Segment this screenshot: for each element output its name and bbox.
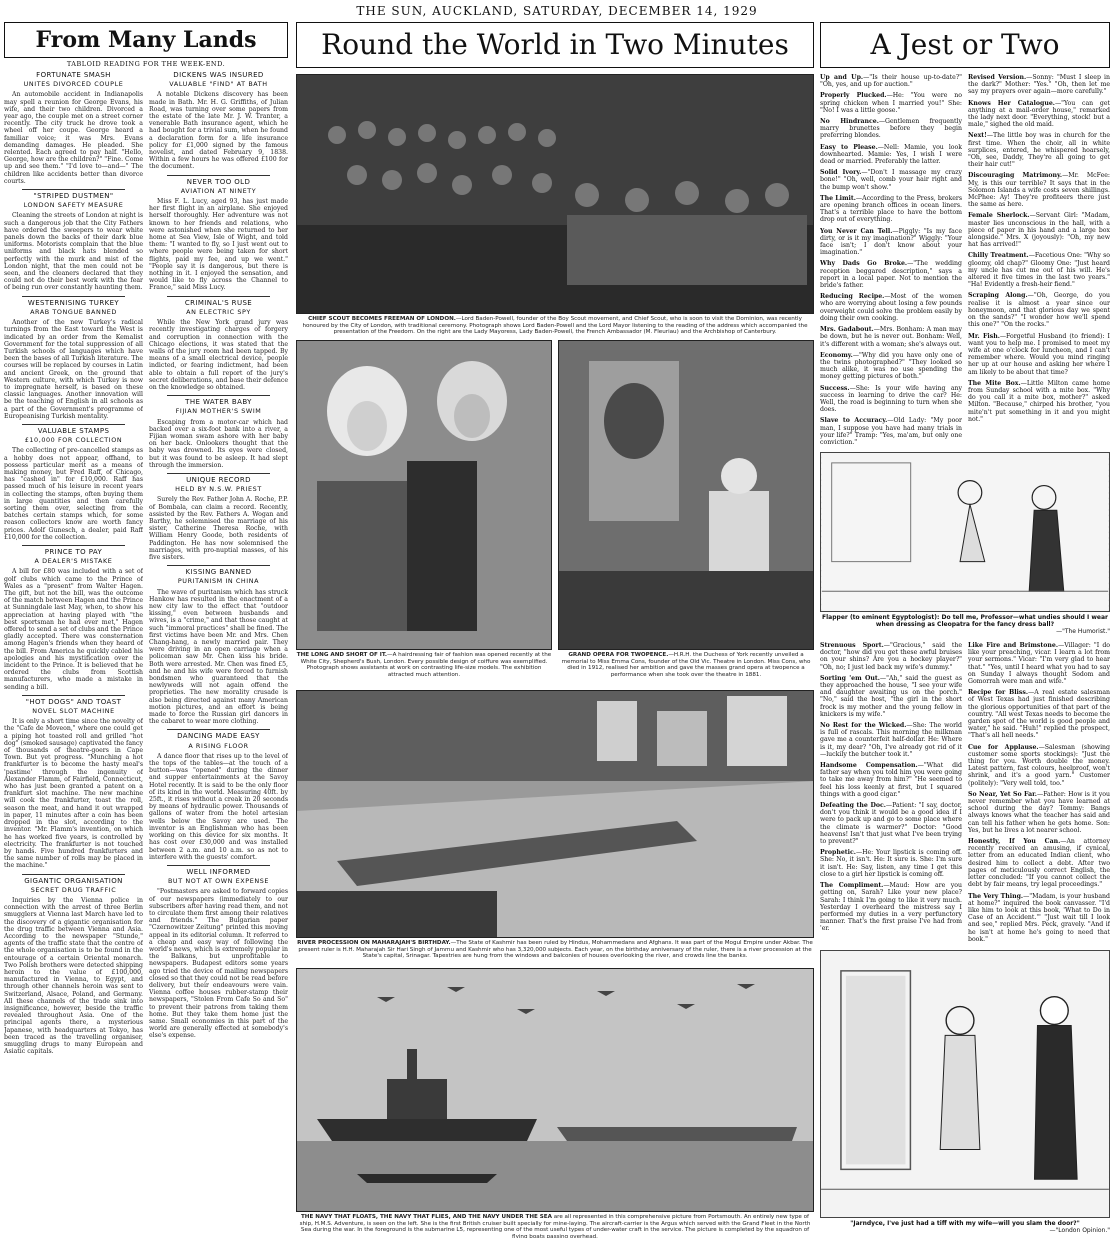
divider bbox=[22, 874, 125, 875]
article-headline: CRIMINAL'S RUSE bbox=[184, 298, 253, 307]
river-illustration bbox=[297, 691, 814, 938]
article-body: "Postmasters are asked to forward copies of our newspapers (immediately to our subscribers after having read them, and not to circulate them first among their relatives and friends." The Bulgarian paper "Czernowitzer Zeitung" printed this moving appeal in its editorial column. It referred to a cheap and easy way of following the world's news, which is extremely popular in the Balkans, but unprofitable to newspapers. Budapest editors some years ago tried the device of mailing newspapers closed so that they could not be read before delivery, but their endeavours were vain. Vienna coffee houses rubber-stamp their newspapers, "Stolen From Cafe So and So" to prevent their patrons from taking them home. But they take them home just the same. Small economies in this part of the world are generally effected at somebody's else's expense. bbox=[149, 888, 288, 1040]
joke-item bbox=[968, 252, 1110, 288]
article-body: Another of the new Turkey's radical turnings from the East toward the West is indicated by an order from the Kemalist Government for the total suppression of all Turkish schools of languages which have been the bases of all Turkish literature. The courses will be replaced by courses in Latin and ancient Greek, on the ground that Western culture, with which Turkey is now to impregnate herself, is based on these classic languages. Another innovation will be the teaching of English in all schools as a part of the Government's programme of Europeanising Turkish mentality. bbox=[4, 319, 143, 420]
article-body: The wave of puritanism which has struck Hankow has resulted in the enactment of a new city law to the effect that "outdoor kissing," even between husbands and wives, is a "crime," and that those caught at such "immoral practices" shall be fined. The first victims have been Mr. and Mrs. Chen Chang-hang, a newly married pair. They were driving in an open carriage when a policeman saw Mr. Chen kiss his bride. Both were arrested. Mr. Chen was fined £5, and he and his wife were forced to furnish bondsmen who guaranteed that the newlyweds will not again offend the proprieties. The new morality crusade is also being directed against many American motion pictures, and an effort is being made to force the Russian girl dancers in the cabaret to wear more clothing. bbox=[149, 588, 288, 726]
article-subhead: A DEALER'S MISTAKE bbox=[34, 557, 113, 566]
joke-item bbox=[968, 642, 1110, 685]
joke-title: Chilly Treatment. bbox=[968, 252, 1029, 260]
joke-title: Sorting 'em Out. bbox=[820, 674, 880, 682]
joke-title: Up and Up. bbox=[820, 74, 864, 81]
article-headline: WELL INFORMED bbox=[186, 867, 251, 876]
article-headline: NEVER TOO OLD bbox=[186, 177, 251, 186]
joke-title: Recipe for Bliss. bbox=[968, 689, 1029, 697]
joke-text: —Mrs. Bonham: A man may be down, but he is never out. Bonham: Well, it's different with a woman; she's always out. bbox=[820, 326, 962, 348]
joke-text: —"Oh, George, do you realise it is almost a year since our honeymoon, and that glorious day we spent on the sands?" "I wonder how we'll spend this one?" "On the rocks." bbox=[968, 292, 1110, 329]
joke-title: Easy to Please. bbox=[820, 143, 878, 151]
river-procession-photo bbox=[296, 690, 814, 938]
article bbox=[149, 865, 288, 1040]
joke-title: Defeating the Doc. bbox=[820, 802, 886, 810]
baden-powell-caption bbox=[296, 316, 814, 336]
joke-item bbox=[820, 352, 962, 381]
divider bbox=[22, 545, 125, 546]
article-body: Miss F. L. Lucy, aged 93, has just made her first flight in an airplane. She enjoyed herself thoroughly. Her adventure was not known to her friends and relations, who were astonished when she returned to her home at Sea View, Isle of Wight, and told them: "I wanted to fly, so I just went out to where people were being taken for short flights, paid my fee, and up we went." "People say it is dangerous, but there is nothing in it. I enjoyed the sensation, and would like to fly across the Channel to France," said Miss Lucy. bbox=[149, 198, 288, 292]
divider bbox=[167, 473, 270, 474]
joke-title: The Very Thing. bbox=[968, 892, 1024, 900]
joke-title: Reducing Recipe. bbox=[820, 293, 885, 301]
article-subhead: AN ELECTRIC SPY bbox=[186, 307, 251, 316]
joke-item bbox=[820, 417, 962, 446]
joke-item bbox=[820, 385, 962, 414]
joke-item bbox=[820, 228, 962, 257]
divider bbox=[167, 565, 270, 566]
joke-item bbox=[820, 144, 962, 166]
joke-title: Solid Ivory. bbox=[820, 169, 862, 177]
article-subhead: PURITANISM IN CHINA bbox=[177, 577, 260, 586]
navy-illustration bbox=[297, 969, 814, 1212]
caption-lead: THE NAVY THAT FLOATS, THE NAVY THAT FLIES, AND THE NAVY UNDER THE SEA bbox=[300, 1214, 552, 1220]
article-subhead: UNITES DIVORCED COUPLE bbox=[23, 80, 124, 89]
joke-text: —Facetious One: "Why so gloomy, old chap?" Gloomy One: "Just heard my uncle has cut me out of his will. He's altered it five times in the last two years." "Ha! Evidently a fresh-heir fiend." bbox=[968, 252, 1110, 289]
caption-lead: CHIEF SCOUT BECOMES FREEMAN OF LONDON. bbox=[308, 316, 456, 322]
article bbox=[4, 424, 143, 541]
article-headline: THE WATER BABY bbox=[185, 398, 252, 407]
article bbox=[149, 565, 288, 725]
joke-text: —"Is their house up-to-date?" "Oh, yes, and up for auction." bbox=[820, 74, 962, 89]
joke-title: So Near, Yet So Far. bbox=[968, 790, 1037, 798]
joke-text: —"Why did you have only one of the twins photographed?" "They looked so much alike, it was no use spending the money getting pictures of both." bbox=[820, 351, 962, 381]
article bbox=[149, 729, 288, 860]
joke-item bbox=[968, 292, 1110, 328]
jokes-upper-left bbox=[820, 74, 962, 474]
opera-caption bbox=[558, 652, 814, 678]
article-headline: DANCING MADE EASY bbox=[177, 732, 260, 741]
article-headline: VALUABLE STAMPS bbox=[37, 426, 110, 435]
joke-item bbox=[968, 333, 1110, 376]
joke-text: —Sonny: "Must I sleep in the dark?" Mother: "Yes." "Oh, then let me say my prayers over again—more carefully." bbox=[968, 74, 1110, 96]
article-headline: KISSING BANNED bbox=[185, 568, 252, 577]
caption-text: are all represented in this comprehensive picture from Portsmouth. An entirely new type of ship, H.M.S. Adventure, is seen on the left. She is the first British cruiser built specially for mine-laying. The aircraft-carrier is the Argus which served with the Grand Fleet in the North Sea during the war. In the foreground is the submarine L5, representing one of the most useful types of under-water craft in the service. The picture is completed by the squadron of flying boats passing overhead. bbox=[299, 1214, 811, 1238]
article-subhead: NOVEL SLOT MACHINE bbox=[32, 707, 115, 716]
joke-title: Mr. Fish. bbox=[968, 332, 1000, 340]
baden-powell-photo bbox=[296, 74, 814, 314]
joke-text: —Villager: "I do like your preaching, vicar. I learn a lot from your sermons." Vicar: "I'm very glad to hear that." "Yes, until I heard what you had to say on Sunday I always thought Sodom and Gomorrah were man and wife." bbox=[968, 642, 1110, 686]
article-body: While the New York grand jury was recently investigating charges of forgery and corruption in connection with the Chicago elections, it was stated that the walls of the jury room had been tapped. By means of a small electrical device, people indicted, or fearing indictment, had been able to obtain a full report of the jury's secret deliberations, and base their defence on the knowledge so obtained. bbox=[149, 319, 288, 391]
flapper-cartoon-caption bbox=[820, 614, 1110, 635]
joke-title: The Compliment. bbox=[820, 882, 884, 890]
joke-text: —Little Milton came home from Sunday school with a mite box. "Why do you call it a mite box, mother?" asked Milton. "Because," chirped his brother, "you mite'n't put something in it and you might not." bbox=[968, 379, 1110, 423]
joke-item bbox=[968, 838, 1110, 888]
article-subhead: ARAB TONGUE BANNED bbox=[30, 307, 117, 316]
divider bbox=[22, 296, 125, 297]
divider bbox=[167, 296, 270, 297]
joke-title: Properly Plucked. bbox=[820, 92, 887, 100]
joke-text: —"Don't I massage my crazy bone!" "Oh, well, comb your hair right and the bump won't show." bbox=[820, 169, 962, 191]
joke-item bbox=[820, 762, 962, 798]
jarndyce-cartoon bbox=[820, 950, 1110, 1218]
joke-item bbox=[820, 169, 962, 191]
article bbox=[4, 189, 143, 292]
joke-title: Slave to Accuracy. bbox=[820, 417, 888, 425]
joke-text: —Old Lady: "My poor man, I suppose you have had many trials in your life?" Tramp: "Yes, ma'am, but only one conviction." bbox=[820, 417, 962, 446]
joke-item bbox=[968, 744, 1110, 787]
article bbox=[149, 296, 288, 391]
article-headline: DICKENS WAS INSURED bbox=[173, 71, 264, 79]
models-illustration bbox=[297, 341, 552, 650]
article bbox=[149, 175, 288, 292]
article-body: A dance floor that rises up to the level of the tops of the tables—at the touch of a button—was "opened" during the dinner and supper entertainments at the Savoy Hotel recently. It is said to be the only floor of its kind in the world. Measuring 40ft. by 25ft., it rises without a creak in 20 seconds by means of hydraulic power. Thousands of gallons of water from the hotel artesian wells below the Savoy are used. The inventor is an Englishman who has been working on this device for six months. It has cost over £30,000 and was installed between 2 a.m. and 10 a.m. so as not to interfere with the guests' comfort. bbox=[149, 752, 288, 861]
joke-title: Handsome Compensation. bbox=[820, 762, 918, 770]
opera-memorial-photo bbox=[558, 340, 814, 650]
joke-text: —"The wedding reception beggared description," says a report in a local paper. Not to mention the bride's father. bbox=[820, 260, 962, 290]
joke-text: —Gentlemen frequently marry brunettes before they begin preferring blondes. bbox=[820, 118, 962, 140]
jokes-lower-right bbox=[968, 642, 1110, 982]
article-body: It is only a short time since the novelty of the "Cafe de Moveon," where one could get a piping hot toasted roll and grilled "hot dog" (smoked sausage) captivated the fancy of thousands of theatre-goers in Cape Town. But yet progress. "Munching a hot frankfurter is to become the hasty meal's 'pastime' through the ingenuity of Alexander Flamm, of Fairfield, Connecticut, who has just been granted a patent on a frankfurt slot machine. The new machine will cook the frankfurter, toast the roll, season the meat, and hand it out wrapped in paper, 11 minutes after a coin has been dropped in the slot, according to the inventor. "Mr. Flamm's invention, on which he has worked five years, is controlled by electricity. The frankfurter is not touched by hands. Five hundred frankfurters and the same number of rolls may be placed in the machine." bbox=[4, 718, 143, 870]
article-subhead: LONDON SAFETY MEASURE bbox=[23, 201, 124, 210]
caption-lead: RIVER PROCESSION ON MAHARAJAH'S BIRTHDAY. bbox=[297, 940, 451, 946]
joke-text: —She: The world is full of rascals. This morning the milkman gave me a counterfeit half-dollar. He: Where is it, my dear? "Oh, I've already got rid of it—luckily the butcher took it." bbox=[820, 722, 962, 758]
article-headline: PRINCE TO PAY bbox=[44, 547, 103, 556]
navy-caption bbox=[296, 1214, 814, 1238]
joke-title: No Hindrance. bbox=[820, 118, 879, 126]
tagline: TABLOID READING FOR THE WEEK-END. bbox=[66, 60, 226, 68]
jokes-upper-right bbox=[968, 74, 1110, 474]
article bbox=[149, 473, 288, 561]
joke-item bbox=[820, 74, 962, 88]
jarndyce-cartoon-drawing bbox=[821, 951, 1109, 1217]
joke-text: —Nell: Mamie, you look downhearted. Mamie: Yes, I wish I were dead or married. Preferably the latter. bbox=[820, 143, 962, 166]
joke-text: —Patient: "I say, doctor, don't you think it would be a good idea if I were to pack up and go to some place where the climate is warmer?" Doctor: "Good heavens! Isn't that just what I've been trying to prevent?" bbox=[820, 802, 962, 846]
jest-column bbox=[820, 22, 1110, 1234]
joke-item bbox=[968, 74, 1110, 96]
article bbox=[4, 695, 143, 870]
divider bbox=[22, 424, 125, 425]
joke-text: —Father: How is it you never remember what you have learned at school during the day? Tommy: Bangs always knows what the teacher has said and can tell his father when he gets home. Son: Yes, but he lives a lot nearer school. bbox=[968, 790, 1110, 834]
joke-item bbox=[968, 132, 1110, 168]
joke-item bbox=[820, 849, 962, 878]
article bbox=[4, 72, 143, 185]
joke-text: —"Gracious," said the doctor, "how did you get these awful bruises on your shins? Are you a hockey player?" "Oh, no; I just led back my wife's dummy." bbox=[820, 642, 962, 671]
joke-title: Knows Her Catalogue. bbox=[968, 99, 1055, 107]
joke-title: No Rest for the Wicked. bbox=[820, 722, 907, 730]
joke-text: —"You can get anything at a mail-order house," remarked the lady next door. "Everything, stock! but a male," sighed the old maid. bbox=[968, 99, 1110, 129]
joke-item bbox=[968, 172, 1110, 208]
flapper-cartoon bbox=[820, 452, 1110, 612]
article-body: Cleaning the streets of London at night is such a dangerous job that the City Fathers have ordered the sweepers to wear white panels down the backs of their dark blue uniforms. Motorists complain that the blue uniforms and black hats blended so perfectly with the murk and mist of the London night, that the men could not be seen, and the cleaners declared that they could not do their best work with the fear of being run over constantly haunting them. bbox=[4, 212, 143, 292]
joke-title: The Limit. bbox=[820, 194, 856, 202]
joke-title: Discouraging Matrimony. bbox=[968, 172, 1063, 180]
masthead: THE SUN, AUCKLAND, SATURDAY, DECEMBER 14, 1929 bbox=[356, 4, 758, 18]
joke-item bbox=[820, 293, 962, 322]
caption-text: —A hairdressing fair of fashion was opened recently at the White City, Shepherd's Bush, London. Every possible design of coiffure was exemplified. Photograph shows assistants at work on contrasting life-size models. The exhibition attracted much attention. bbox=[300, 652, 552, 678]
joke-item bbox=[820, 882, 962, 932]
article-body: Escaping from a motor-car which had backed over a six-foot bank into a river, a Fijian woman swam ashore with her baby on her back. Onlookers thought that the baby was drowned. Its eyes were closed, but it was found to be asleep. It had slept through the immersion. bbox=[149, 418, 288, 469]
divider bbox=[22, 695, 125, 696]
joke-title: Economy. bbox=[820, 351, 853, 359]
cartoon-credit: —"London Opinion." bbox=[1049, 1227, 1110, 1234]
joke-text: —An attorney recently received an amusing, if cynical, letter from an educated Indian client, who desired him to collect a debt. After two pages of meticulously correct English, the letter concluded: "If you cannot collect the debt by fair means, try legal proceedings." bbox=[968, 838, 1110, 889]
joke-title: Why Dads Go Broke. bbox=[820, 260, 908, 268]
divider bbox=[167, 865, 270, 866]
divider bbox=[167, 395, 270, 396]
jokes-lower-left bbox=[820, 642, 962, 982]
joke-item bbox=[968, 689, 1110, 739]
joke-title: Female Sherlock. bbox=[968, 212, 1030, 220]
joke-title: You Never Can Tell. bbox=[820, 227, 893, 235]
jokes-upper bbox=[820, 74, 1110, 474]
article-body: Surely the Rev. Father John A. Roche, P.P. of Bombala, can claim a record. Recently, assisted by the Rev. Fathers A. Wogan and Barthy, he solemnised the marriage of his sister, Catherine Theresa Roche, with William Henry Goode, both residents of Paddington. He has now solemnised the marriages, with pro-nuptial masses, of his five sisters. bbox=[149, 496, 288, 561]
caption-lead: THE LONG AND SHORT OF IT. bbox=[296, 652, 387, 658]
article-subhead: SECRET DRUG TRAFFIC bbox=[30, 885, 117, 894]
joke-item bbox=[968, 380, 1110, 423]
joke-item bbox=[820, 802, 962, 845]
cartoon-caption-text: Flapper (to eminent Egyptologist): Do tell me, Professor—what undies should I wear when dressing as Cleopatra for the fancy dress ball? bbox=[822, 614, 1108, 628]
caption-lead: GRAND OPERA FOR TWOPENCE. bbox=[568, 652, 669, 658]
joke-title: Success. bbox=[820, 384, 850, 392]
article-body: A bill for £80 was included with a set of golf clubs which came to the Prince of Wales as a "present" from Walter Hagen. The gift, but not the bill, was the outcome of the match between Hagen and the Prince at Sunningdale last May, when, to show his appreciation at having played with "the best sportsman he had ever met," Hagen offered to send a set of clubs and the Prince gladly accepted. There was consternation among Hagen's friends when they heard of the bill. From America he quickly cabled his apologies and his mystification over the incident to the Prince. It is believed that he ordered the clubs from Scottish manufacturers, who made a mistake in sending a bill. bbox=[4, 568, 143, 691]
photo-column bbox=[296, 22, 814, 1238]
joke-item bbox=[820, 260, 962, 289]
joke-text: —"What did father say when you told him you were going to take me away from him?" "He seemed to feel his loss keenly at first, but I squared things with a good cigar." bbox=[820, 762, 962, 798]
river-procession-caption bbox=[296, 940, 814, 960]
joke-title: Scraping Along. bbox=[968, 292, 1028, 300]
article-headline: GIGANTIC ORGANISATION bbox=[24, 876, 123, 885]
article bbox=[4, 296, 143, 420]
joke-item bbox=[820, 118, 962, 140]
caption-text: —The State of Kashmir has been ruled by Hindus, Mohammedans and Afghans. It was part of the Mogul Empire under Akbar. The present ruler is H.H. Maharajah Sir Hari Singh of Jammu and Kashmir who has 3,320,000 subjects. Each year, on the birthday anniversary of the ruler, there is a river procession at the State's capital, Srinagar. Tapestries are hung from the windows and balconies of houses overlooking the river, and crowds line the banks. bbox=[298, 940, 813, 960]
article-headline: WESTERNISING TURKEY bbox=[27, 298, 120, 307]
crowd-illustration bbox=[297, 75, 814, 314]
joke-text: —Piggly: "Is my face dirty, or is it my imagination?" Wiggly: "Your face isn't; I don't know about your imagination." bbox=[820, 227, 962, 257]
article-body: The collecting of pre-cancelled stamps as a hobby does not appear, offhand, to possess particular merit as a means of making money, but Fred Raff, of Chicago, has "cashed in" for £10,000. Raff has passed much of his leisure in recent years in collecting the stamps, often buying them in large quantities and then carefully sorting them over, selecting from the batches certain stamps which, for some reason collectors know are worth fancy prices. Adolf Gunesch, a dealer, paid Raff £10,000 for the collection. bbox=[4, 447, 143, 541]
joke-text: —"Ah," said the guest as they approached the house, "I see your wife and daughter awaiting us on the porch." "No," said the host, "the girl in the short frock is my mother and the young fellow in knickers is my wife." bbox=[820, 674, 962, 718]
news-subcolumn-right bbox=[149, 70, 288, 1059]
jest-or-two-title: A Jest or Two bbox=[820, 22, 1110, 68]
joke-item bbox=[820, 326, 962, 348]
article bbox=[149, 72, 288, 171]
joke-title: Revised Version. bbox=[968, 74, 1027, 81]
joke-text: —Forgetful Husband (to friend): I want you to help me. I promised to meet my wife at one o'clock for luncheon, and I can't remember where. Would you mind ringing her up at our house and asking her where I am likely to be about that time? bbox=[968, 332, 1110, 376]
divider bbox=[167, 729, 270, 730]
jokes-lower bbox=[820, 642, 1110, 982]
article-headline: FORTUNATE SMASH bbox=[36, 71, 111, 79]
jarndyce-cartoon-caption bbox=[820, 1220, 1110, 1234]
cartoon-credit: —"The Humorist." bbox=[1056, 628, 1110, 635]
article-subhead: A RISING FLOOR bbox=[188, 741, 249, 750]
divider bbox=[167, 175, 270, 176]
joke-text: —He: "You were no spring chicken when I married you!" She: "No! I was a little goose." bbox=[820, 92, 962, 114]
navy-photo bbox=[296, 968, 814, 1212]
article bbox=[149, 395, 288, 469]
from-many-lands-title: From Many Lands bbox=[4, 22, 288, 58]
joke-title: Prophetic. bbox=[820, 849, 856, 857]
article-headline: "HOT DOGS" AND TOAST bbox=[25, 697, 122, 706]
caption-text: —H.R.H. the Duchess of York recently unveiled a memorial to Miss Emma Cons, founder of the Old Vic. Theatre in London. Miss Cons, who died in 1912, realised her ambition and gave the masses grand opera at twopence a performance when she took over the theatre in 1881. bbox=[561, 652, 811, 678]
news-subcolumn-left bbox=[4, 70, 143, 1059]
joke-title: Mrs. Gadabout. bbox=[820, 326, 874, 334]
article-body: An automobile accident in Indianapolis may spell a reunion for George Evans, his wife, and their two children. Divorced a year ago, the couple met on a street corner recently. The city truck he drove took a wheel off her coupe. George heard a familiar voice; it was Mrs. Evans demanding damages. He pleaded. She relented. Each agreed to pay half. "Hello, George, how are the children?" "Fine. Come up and see them." "I'd love to—and—" The children like accidents better than divorce courts. bbox=[4, 91, 143, 185]
joke-text: —"Madam, is your husband at home?" inquired the book canvasser. "I'd like him to look at this book, 'What to Do in Case of an Accident.'" "Just wait till I look and see," replied Mrs. Peck, gravely. "And if he isn't at home he's going to need that book." bbox=[968, 892, 1110, 943]
joke-title: Like Fire and Brimstone. bbox=[968, 642, 1058, 649]
article-subhead: AVIATION AT NINETY bbox=[180, 186, 257, 195]
joke-title: Honestly, If You Can. bbox=[968, 838, 1061, 846]
article-headline: "STRIPED DUSTMEN" bbox=[33, 192, 114, 201]
article bbox=[4, 874, 143, 1056]
article-subhead: BUT NOT AT OWN EXPENSE bbox=[167, 877, 270, 886]
joke-item bbox=[968, 212, 1110, 248]
article-subhead: VALUABLE "FIND" AT BATH bbox=[169, 80, 268, 89]
hairdressing-caption bbox=[296, 652, 552, 678]
joke-text: —Most of the women who are worrying about losing a few pounds overweight could solve the problem easily by doing their own cooking. bbox=[820, 293, 962, 322]
joke-item bbox=[968, 791, 1110, 834]
joke-text: —A real estate salesman of West Texas had just finished describing the glorious opportunities of that part of the country. "All west Texas needs to become the garden spot of the world is good people and water," he said. "Huh!" replied the prospect, "That's all hell needs." bbox=[968, 689, 1110, 740]
article-subhead: £10,000 FOR COLLECTION bbox=[24, 436, 123, 445]
from-many-lands-column bbox=[4, 22, 288, 1234]
joke-text: —He: Your lipstick is coming off. She: No, it isn't. He: It sure is. She: I'm sure it isn't. He: Say, listen, any time I get this close to a girl her lipstick is coming off. bbox=[820, 849, 962, 878]
divider bbox=[22, 189, 125, 190]
joke-text: —Mr. McFee: My, is this our terrible? It says that in the Solomon Islands a wife costs seven shillings. McPhee: Ay! They're profiteers there just the same as here. bbox=[968, 172, 1110, 209]
caption-text: —Lord Baden-Powell, founder of the Boy Scout movement, and Chief Scout, who is soon to visit the Dominion, was recently honoured by the City of London, with traditional ceremony. Photograph shows Lord Baden-Powell and the Lord Mayor listening to the reading of the address which accompanied the presentation of the Freedom. On the right are the Lady Mayoress, Lady Baden-Powell, the French Ambassador (M. Fleuriau) and the Archbishop of Canterbury. bbox=[302, 316, 808, 336]
joke-item bbox=[968, 893, 1110, 943]
joke-title: Cue for Applause. bbox=[968, 743, 1039, 751]
joke-item bbox=[968, 100, 1110, 129]
joke-item bbox=[820, 195, 962, 224]
article-headline: UNIQUE RECORD bbox=[186, 475, 251, 484]
joke-item bbox=[820, 642, 962, 671]
joke-text: —Maud: How are you getting on, Sarah? Like your new place? Sarah: I think I'm going to like it very much. Yesterday I overheard the mistress say I performed my duties in a very perfunctory manner. That's the first praise I've had from 'er. bbox=[820, 882, 962, 933]
flapper-cartoon-drawing bbox=[821, 453, 1109, 611]
round-the-world-title: Round the World in Two Minutes bbox=[296, 22, 814, 68]
joke-text: —Salesman (showing customer some sports stockings): "Just the thing for you. Worth double the money. Latest pattern, fast colours, heelproof, won't shrink, and it's a good yarn." Customer (politely): "Very well told, too." bbox=[968, 743, 1110, 787]
joke-item bbox=[820, 722, 962, 758]
article-subhead: FIJIAN MOTHER'S SWIM bbox=[175, 407, 262, 416]
joke-text: —She: Is your wife having any success in learning to drive the car? He: Well, the road is beginning to turn when she does. bbox=[820, 384, 962, 414]
joke-text: —Servant Girl: "Madam, master lies unconscious in the hall, with a piece of paper in his hand and a large box alongside." Mrs. X (joyously): "Oh, my new hat has arrived!" bbox=[968, 212, 1110, 249]
joke-text: —According to the Press, brokers are opening branch offices in ocean liners. That's a terrible place to have the bottom drop out of everything. bbox=[820, 194, 962, 224]
joke-item bbox=[820, 675, 962, 718]
joke-title: Strenuous Sport. bbox=[820, 642, 884, 649]
cartoon-caption-text: "Jarndyce, I've just had a tiff with my wife—will you slam the door?" bbox=[850, 1220, 1080, 1227]
memorial-illustration bbox=[559, 341, 814, 650]
article-body: A notable Dickens discovery has been made in Bath. Mr. H. G. Griffiths, of Julian Road, was turning over some papers from the estate of the late Mr. J. W. Tranter, a venerable Bath insurance agent, which he had bought for a trivial sum, when he found a declaration form for a life insurance policy for £1,000 signed by the famous novelist, and dated February 9, 1838. Within a few hours he was offered £100 for the document. bbox=[149, 91, 288, 171]
article bbox=[4, 545, 143, 691]
joke-text: —The little boy was in church for the first time. When the choir, all in white surplices, entered, he whispered hoarsely, "Oh, see, Daddy, They're all going to get their hair cut!" bbox=[968, 132, 1110, 169]
hairdressing-photo bbox=[296, 340, 552, 650]
joke-item bbox=[820, 92, 962, 114]
joke-title: The Mite Box. bbox=[968, 379, 1021, 387]
article-subhead: HELD BY N.S.W. PRIEST bbox=[175, 485, 262, 494]
article-body: Inquiries by the Vienna police in connection with the arrest of three Berlin smugglers at Vienna last March have led to the discovery of a gigantic organisation for the drug traffic between Vienna and Asia. According to the newspaper "Stunde," agents of the traffic state that the centre of the whole organisation is to be found in the entourage of a certain Oriental monarch. Two Polish brothers were detected shipping heroin to the value of £100,000, manufactured in Vienna, to Egypt, and through other channels heroin was sent to Switzerland, Alsace, Poland, and Germany. All these channels of the trade sink into insignificance, however, beside the traffic revealed throughout Asia. One of the principal agents there, a mysterious Japanese, with headquarters at Tokyo, has been traced as the travelling organiser, smuggling drugs to many European and Asiatic capitals. bbox=[4, 896, 143, 1056]
joke-title: Next! bbox=[968, 132, 987, 140]
